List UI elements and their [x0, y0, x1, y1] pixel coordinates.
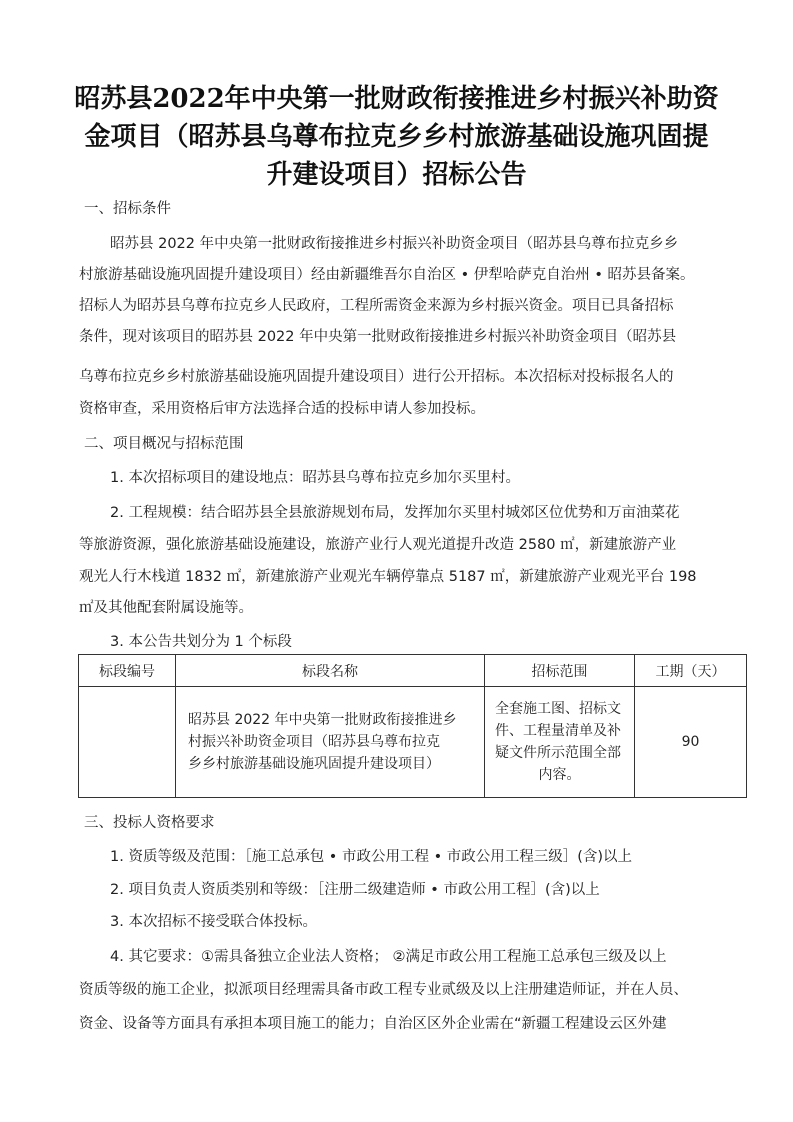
- paragraph-line: 乌尊布拉克乡乡村旅游基础设施巩固提升建设项目）进行公开招标。本次招标对投标报名人的: [79, 369, 674, 385]
- paragraph-line: 昭苏县 2022 年中央第一批财政衔接推进乡村振兴补助资金项目（昭苏县乌尊布拉克乡乡: [110, 236, 679, 252]
- paragraph-line: 资质等级的施工企业，拟派项目经理需具备市政工程专业贰级及以上注册建造师证，并在人员、: [79, 982, 688, 998]
- column-header-name: 标段名称: [176, 655, 485, 687]
- cell-text-line: 疑文件所示范围全部: [495, 745, 621, 761]
- cell-text-line: 件、工程量清单及补: [495, 723, 621, 739]
- paragraph-line: 4. 其它要求：①需具备独立企业法人资格； ②满足市政公用工程施工总承包三级及以上: [110, 949, 667, 965]
- list-item: 1. 资质等级及范围：［施工总承包 • 市政公用工程 • 市政公用工程三级］(含)以上: [110, 849, 633, 865]
- cell-text-line: 村振兴补助资金项目（昭苏县乌尊布拉克: [188, 734, 440, 750]
- document-title: [70, 80, 723, 194]
- cell-code: [79, 687, 176, 798]
- paragraph-line: 条件，现对该项目的昭苏县 2022 年中央第一批财政衔接推进乡村振兴补助资金项目（昭苏县: [79, 329, 677, 345]
- paragraph-line: 资金、设备等方面具有承担本项目施工的能力；自治区区外企业需在“新疆工程建设云区外建: [79, 1016, 667, 1032]
- paragraph-line: 等旅游资源，强化旅游基础设施建设，旅游产业行人观光道提升改造 2580 ㎡，新建旅游产业: [79, 537, 677, 553]
- title-line: 升建设项目）招标公告: [266, 160, 527, 190]
- paragraph-line: ㎡及其他配套附属设施等。: [79, 600, 253, 616]
- table-row: [79, 687, 747, 798]
- section-heading: 二、项目概况与招标范围: [84, 436, 244, 452]
- list-item: 3. 本次招标不接受联合体投标。: [110, 914, 317, 930]
- cell-text-line: 昭苏县 2022 年中央第一批财政衔接推进乡: [188, 712, 457, 728]
- column-header-code: 标段编号: [79, 655, 176, 687]
- list-item: 2. 项目负责人资质类别和等级：［注册二级建造师 • 市政公用工程］(含)以上: [110, 882, 600, 898]
- cell-text-line: 乡乡村旅游基础设施巩固提升建设项目）: [188, 756, 440, 772]
- title-line: 昭苏县2022年中央第一批财政衔接推进乡村振兴补助资: [74, 84, 719, 114]
- paragraph-line: 2. 工程规模：结合昭苏县全县旅游规划布局，发挥加尔买里村城郊区位优势和万亩油菜花: [110, 505, 680, 521]
- section-heading: 一、招标条件: [84, 201, 171, 217]
- paragraph-line: 招标人为昭苏县乌尊布拉克乡人民政府，工程所需资金来源为乡村振兴资金。项目已具备招标: [79, 298, 674, 314]
- cell-text-line: 内容。: [538, 767, 581, 783]
- paragraph-line: 观光人行木栈道 1832 ㎡，新建旅游产业观光车辆停靠点 5187 ㎡，新建旅游产业观光平台 198: [79, 569, 697, 585]
- column-header-period: 工期（天）: [635, 655, 747, 687]
- cell-period: 90: [635, 687, 747, 798]
- bid-section-table: [78, 654, 747, 798]
- table-header-row: [79, 655, 747, 687]
- cell-text-line: 全套施工图、招标文: [495, 701, 621, 717]
- section-heading: 三、投标人资格要求: [84, 815, 215, 831]
- column-header-scope: 招标范围: [485, 655, 635, 687]
- list-item: 3. 本公告共划分为 1 个标段: [110, 634, 292, 650]
- cell-scope: [485, 687, 635, 798]
- list-item: 1. 本次招标项目的建设地点：昭苏县乌尊布拉克乡加尔买里村。: [110, 470, 520, 486]
- paragraph-line: 资格审查，采用资格后审方法选择合适的投标申请人参加投标。: [79, 401, 485, 417]
- paragraph-line: 村旅游基础设施巩固提升建设项目）经由新疆维吾尔自治区 • 伊犁哈萨克自治州 • 昭苏县备案。: [79, 267, 695, 283]
- cell-name: [176, 687, 485, 798]
- title-line: 金项目（昭苏县乌尊布拉克乡乡村旅游基础设施巩固提: [84, 122, 709, 152]
